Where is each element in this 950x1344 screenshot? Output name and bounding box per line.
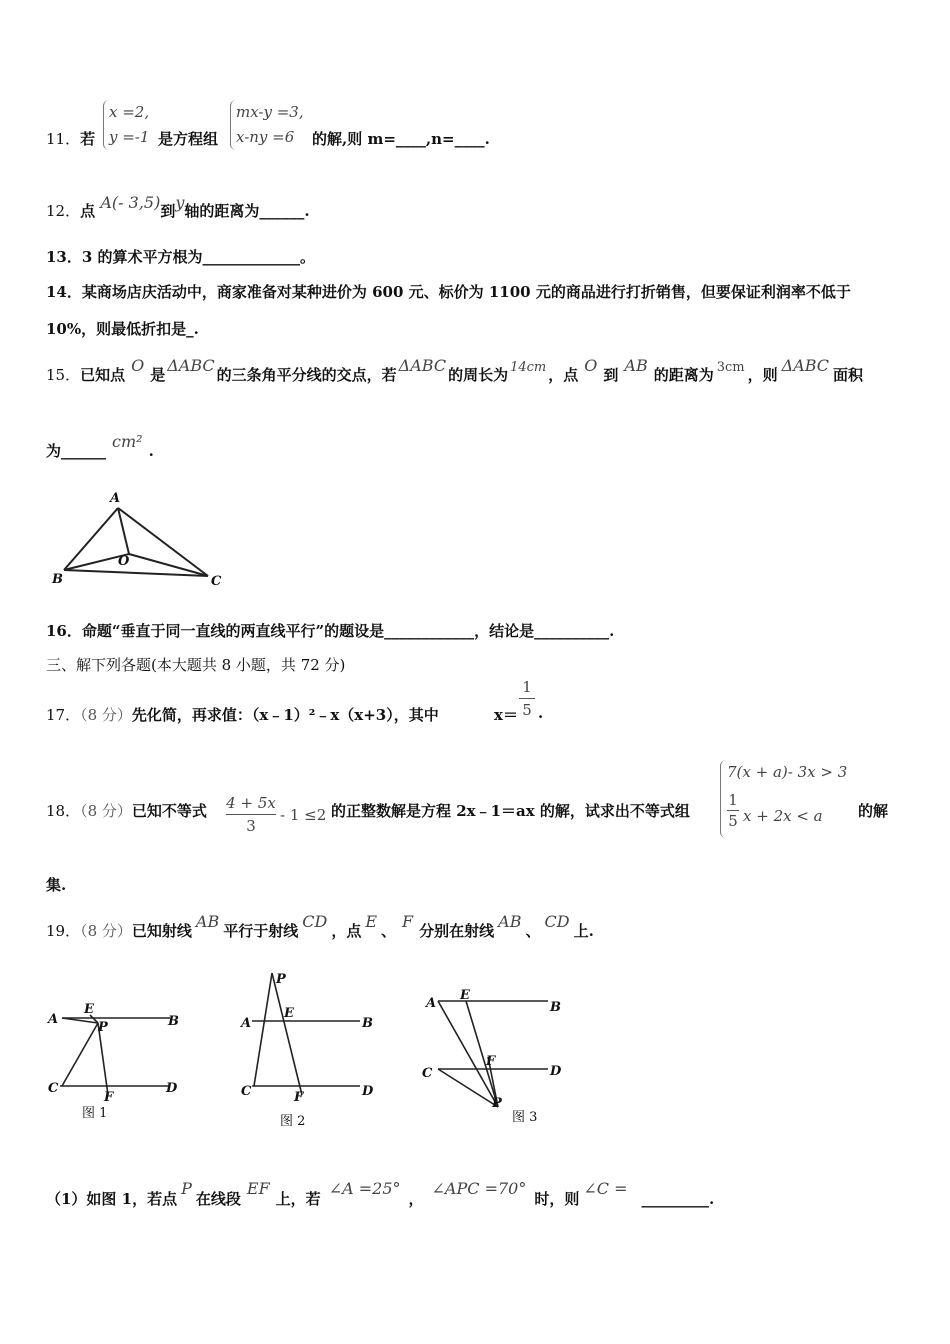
- q18-row2-frac: [727, 792, 739, 829]
- fig1-label-c: C: [48, 1081, 59, 1096]
- q17-number: 17．: [46, 706, 81, 724]
- q11-tail: 的解,则 m=____,n=____.: [312, 130, 490, 148]
- q15-abc2: ΔABC: [398, 356, 447, 375]
- q18-frac-bar: [226, 814, 276, 815]
- q15-t4: 的周长为: [448, 366, 509, 384]
- q18-t3-text: [858, 800, 888, 821]
- q17-frac-den: 5: [522, 701, 532, 719]
- q18-fraction: [226, 794, 276, 835]
- q18-number: 18．: [46, 802, 81, 820]
- fig15-label-a: A: [110, 491, 121, 506]
- fig1-label-f: F: [104, 1090, 114, 1105]
- q16-text: 16．命题“垂直于同一直线的两直线平行”的题设是____________，结论是__________.: [46, 622, 615, 640]
- q15-number: 15．: [46, 366, 81, 384]
- q19-score: （8 分）: [80, 922, 132, 940]
- fig3-label-e: E: [460, 988, 470, 1003]
- question-18: [46, 800, 207, 821]
- q17-xeq: [494, 704, 518, 725]
- fig3-label-d: D: [550, 1064, 562, 1079]
- q11-solution-system: [103, 100, 149, 150]
- q19-t6: 、: [525, 922, 541, 940]
- fig2-label-b: B: [362, 1016, 373, 1031]
- fig1-label-a: A: [48, 1012, 59, 1027]
- question-16: [46, 620, 614, 641]
- q18-row1: 7(x + a)- 3x > 3: [727, 763, 848, 781]
- q19-1-ef: EF: [246, 1179, 270, 1198]
- fig1-label-d: D: [166, 1081, 178, 1096]
- q11-mid: 是方程组: [158, 130, 219, 148]
- fig2-caption: 图 2: [280, 1114, 306, 1129]
- fig1-label-b: B: [168, 1014, 179, 1029]
- q19-t7: 上.: [573, 922, 594, 940]
- q18-row2-num: 1: [728, 791, 738, 809]
- question-14-line2: [46, 318, 199, 339]
- q19-1-t1: （1）如图 1，若点: [46, 1190, 178, 1208]
- fig3-label-a: A: [426, 996, 437, 1011]
- q15-unit: cm²: [112, 432, 143, 451]
- q19-cd2: CD: [544, 912, 570, 931]
- q15-t2: 是: [150, 366, 166, 384]
- fig1-caption: 图 1: [82, 1106, 108, 1121]
- fig15-label-o: O: [118, 554, 130, 569]
- fig2-label-p: P: [276, 972, 286, 987]
- question-13: [46, 246, 315, 267]
- q19-1-t2: 在线段: [195, 1190, 241, 1208]
- q17-frac-bar: [519, 698, 535, 699]
- question-19: [46, 912, 594, 941]
- fig2-label-e: E: [284, 1006, 294, 1021]
- q12-tail: 轴的距离为______.: [184, 202, 310, 220]
- q19-t4: 、: [381, 922, 397, 940]
- q17-text: 先化简，再求值：（x﹣1）²﹣x（x+3），其中: [131, 706, 439, 724]
- q15-t6: 到: [603, 366, 619, 384]
- q19-t1: 已知射线: [131, 922, 192, 940]
- q18-row2-den: 5: [728, 812, 738, 830]
- section-3-heading: [46, 654, 345, 675]
- q18-t1: 已知不等式: [131, 802, 207, 820]
- fig2-label-a: A: [241, 1016, 252, 1031]
- q18-frac-num: 4 + 5x: [226, 794, 276, 812]
- q15-o1: O: [131, 356, 145, 375]
- q19-1-angle-c: ∠C =: [583, 1179, 628, 1198]
- q18-after-frac: [280, 806, 326, 824]
- q19-1-t4: ，: [408, 1190, 424, 1208]
- question-12: [46, 193, 310, 221]
- q15-distance: 3cm: [716, 360, 745, 375]
- q17-end: [538, 704, 543, 722]
- fig3-label-p: P: [492, 1096, 502, 1111]
- triangle-figure: [46, 488, 236, 593]
- fig2-label-f: F: [294, 1090, 304, 1105]
- q19-figures: [40, 965, 580, 1135]
- q19-1-angle-apc: ∠APC =70°: [431, 1179, 527, 1198]
- q19-1-t3: 上，若: [275, 1190, 321, 1208]
- q13-text: 13．3 的算术平方根为_____________。: [46, 248, 316, 266]
- q11-sys2-row1: mx-y =3,: [236, 103, 304, 121]
- q15-t8: ，则: [747, 366, 778, 384]
- fig3-caption: 图 3: [512, 1110, 538, 1125]
- q12-dian: 点: [80, 202, 96, 220]
- q15-t9: 面积: [833, 366, 864, 384]
- fig1-label-p: P: [98, 1020, 108, 1035]
- q18-score: （8 分）: [80, 802, 132, 820]
- fig1-label-e: E: [84, 1002, 94, 1017]
- q15-ab: AB: [624, 356, 648, 375]
- q18-t2-text: [331, 800, 690, 821]
- q11-mid-text: [158, 128, 218, 149]
- q19-t3: ，点: [331, 922, 362, 940]
- section3-text: 三、解下列各题(本大题共 8 小题，共 72 分): [46, 656, 346, 674]
- q19-number: 19．: [46, 922, 81, 940]
- q15-abc1: ΔABC: [167, 356, 215, 375]
- q17-period: .: [538, 704, 544, 722]
- q17-score: （8 分）: [80, 706, 132, 724]
- question-15-line1: [46, 356, 864, 385]
- q11-equation-system: [230, 100, 304, 150]
- q15-line2b: .: [148, 442, 154, 460]
- q18-row2-bar: [727, 810, 739, 811]
- q15-t5: ，点: [548, 366, 579, 384]
- q15-t1: 已知点: [80, 366, 126, 384]
- q19-t2: 平行于射线: [223, 922, 299, 940]
- q15-perimeter: 14cm: [510, 360, 547, 375]
- q17-x-equals: x＝: [494, 706, 518, 724]
- q11-sys1-row2: y =-1: [109, 128, 150, 146]
- q15-t7: 的距离为: [653, 366, 714, 384]
- q19-t5: 分别在射线: [419, 922, 495, 940]
- q18-frac-den: 3: [246, 817, 256, 835]
- q17-frac-num: 1: [522, 678, 532, 696]
- q14-line2: 10%，则最低折扣是_.: [46, 320, 199, 338]
- question-19-part-1: [46, 1179, 715, 1209]
- q15-o2: O: [584, 356, 598, 375]
- q15-line2a: 为______: [46, 442, 107, 460]
- q15-t3: 的三条角平分线的交点，若: [216, 366, 397, 384]
- q12-y: y: [175, 193, 185, 212]
- question-15-line2: [46, 432, 154, 461]
- fig3-label-c: C: [422, 1066, 433, 1081]
- fig15-label-b: B: [52, 572, 63, 587]
- question-17: [46, 704, 439, 725]
- q19-ab2: AB: [498, 912, 522, 931]
- q18-line2-text: 集.: [46, 876, 67, 894]
- q19-1-t5: 时，则: [534, 1190, 580, 1208]
- q18-row2-rest: x + 2x < a: [743, 807, 823, 825]
- q18-after: - 1 ≤2: [280, 806, 327, 824]
- q19-f: F: [402, 912, 414, 931]
- q19-ab: AB: [195, 912, 220, 931]
- fig3-label-b: B: [550, 1000, 561, 1015]
- question-11: [46, 128, 95, 149]
- q11-tail-text: [312, 128, 490, 149]
- q11-ruo: 若: [80, 130, 96, 148]
- q19-e: E: [365, 912, 378, 931]
- q18-t2: 的正整数解是方程 2x﹣1＝ax 的解，试求出不等式组: [331, 802, 690, 820]
- q12-dao: 到: [160, 202, 176, 220]
- fig2-label-c: C: [241, 1084, 252, 1099]
- question-14-line1: [46, 281, 851, 302]
- q17-fraction: [519, 678, 535, 719]
- q19-1-p: P: [181, 1179, 192, 1198]
- fig2-label-d: D: [362, 1084, 374, 1099]
- q12-number: 12．: [46, 202, 81, 220]
- q18-inequality-system: [720, 760, 846, 838]
- q12-point: A(- 3,5): [100, 193, 161, 212]
- q18-line2: [46, 874, 66, 895]
- q19-1-blank: _________.: [641, 1190, 715, 1208]
- fig15-label-c: C: [211, 574, 222, 589]
- q11-number: 11．: [46, 130, 81, 148]
- q19-1-angle-a: ∠A =25°: [328, 1179, 401, 1198]
- fig3-label-f: F: [486, 1054, 496, 1069]
- q11-sys1-row1: x =2,: [109, 103, 150, 121]
- q11-sys2-row2: x-ny =6: [236, 128, 295, 146]
- q15-abc3: ΔABC: [781, 356, 830, 375]
- q14-line1: 14．某商场店庆活动中，商家准备对某种进价为 600 元、标价为 1100 元的商品进行打折销售，但要保证利润率不低于: [46, 283, 851, 301]
- q19-cd: CD: [302, 912, 328, 931]
- q18-t3: 的解: [858, 802, 889, 820]
